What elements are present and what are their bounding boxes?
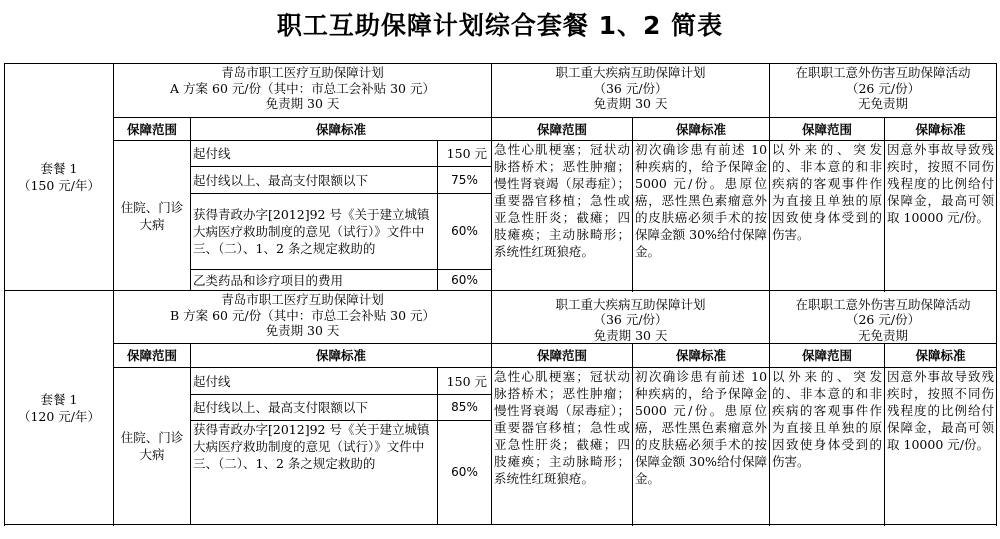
accident-standard: 因意外事故导致残疾时，按照不同伤残程度的比例给付保障金，最高可领取 10000 元/份。 [885, 368, 997, 525]
col-header-scope: 保障范围 [492, 344, 633, 368]
col-header-standard: 保障标准 [633, 344, 770, 368]
critical-illness-scope: 急性心肌梗塞；冠状动脉搭桥术；恶性肿瘤；慢性肾衰竭（尿毒症）；重要器官移植；急性或亚急性肝炎；截瘫；四肢瘫痪；主动脉畸形；系统性红斑狼疮。 [492, 368, 633, 525]
medical-scope: 住院、门诊大病 [114, 141, 191, 291]
package-2-accident-header [770, 291, 997, 344]
summary-table [4, 63, 997, 525]
col-header-standard: 保障标准 [885, 344, 997, 368]
page-title: 职工互助保障计划综合套餐 1、2 简表 [276, 11, 724, 40]
plan-waiting-period: 免责期 30 天 [593, 96, 668, 111]
plan-title: 青岛市职工医疗互助保障计划 [221, 65, 384, 80]
standard-item-value: 60% [438, 421, 492, 525]
accident-standard: 因意外事故导致残疾时，按照不同伤残程度的比例给付保障金，最高可领取 10000 元/份。 [885, 141, 997, 291]
plan-price: （26 元/份） [845, 80, 921, 96]
plan-title: 青岛市职工医疗互助保障计划 [221, 292, 384, 307]
standard-item-label: 起付线以上、最高支付限额以下 [191, 395, 438, 421]
package-1-name: 套餐 1 [40, 161, 78, 176]
standard-item-label: 获得青政办字[2012]92 号《关于建立城镇大病医疗救助制度的意见（试行）》文件中三、（二）、1、2 条之规定救助的 [191, 194, 438, 270]
col-header-standard: 保障标准 [885, 118, 997, 141]
package-2-medical-plan-header [114, 291, 492, 344]
critical-illness-scope: 急性心肌梗塞；冠状动脉搭桥术；恶性肿瘤；慢性肾衰竭（尿毒症）；重要器官移植；急性或亚急性肝炎；截瘫；四肢瘫痪；主动脉畸形；系统性红斑狼疮。 [492, 141, 633, 291]
col-header-scope: 保障范围 [770, 118, 885, 141]
standard-item-label: 起付线 [191, 368, 438, 395]
plan-waiting-period: 免责期 30 天 [593, 327, 668, 343]
plan-waiting-period: 免责期 30 天 [265, 96, 340, 111]
package-1-accident-header [770, 64, 997, 118]
standard-item-value: 60% [438, 270, 492, 291]
critical-illness-standard: 初次确诊患有前述 10 种疾病的，给予保障金 5000 元/份。患原位癌，恶性黑色素瘤意外的皮肤癌必须手术的按保障金额 30%给付保障金。 [633, 368, 770, 525]
plan-price: （36 元/份） [593, 312, 668, 327]
plan-title: 职工重大疾病互助保障计划 [555, 296, 706, 312]
col-header-scope: 保障范围 [492, 118, 633, 141]
package-2-price: （120 元/年） [17, 408, 101, 424]
standard-item-value: 75% [438, 167, 492, 194]
accident-scope: 以外来的、突发的、非本意的和非疾病的客观事件作为直接且单独的原因致使身体受到的伤害。 [770, 368, 885, 525]
plan-waiting-period: 无免责期 [858, 96, 909, 111]
plan-price: B 方案 60 元/份（其中：市总工会补贴 30 元） [169, 307, 436, 323]
plan-waiting-period: 免责期 30 天 [265, 323, 340, 338]
standard-item-value: 85% [438, 395, 492, 421]
plan-price: A 方案 60 元/份（其中：市总工会补贴 30 元） [170, 80, 435, 96]
plan-title: 职工重大疾病互助保障计划 [555, 65, 706, 80]
col-header-standard: 保障标准 [191, 344, 492, 368]
package-1-price: （150 元/年） [17, 178, 101, 193]
standard-item-value: 150 元 [438, 141, 492, 167]
accident-scope: 以外来的、突发的、非本意的和非疾病的客观事件作为直接且单独的原因致使身体受到的伤害。 [770, 141, 885, 291]
col-header-scope: 保障范围 [114, 118, 191, 141]
standard-item-value: 150 元 [438, 368, 492, 395]
col-header-scope: 保障范围 [114, 344, 191, 368]
standard-item-value: 60% [438, 194, 492, 270]
plan-price: （26 元/份） [845, 312, 921, 327]
medical-scope: 住院、门诊大病 [114, 368, 191, 525]
col-header-standard: 保障标准 [191, 118, 492, 141]
col-header-standard: 保障标准 [633, 118, 770, 141]
standard-item-label: 获得青政办字[2012]92 号《关于建立城镇大病医疗救助制度的意见（试行）》文件中三、（二）、1、2 条之规定救助的 [191, 421, 438, 525]
package-1-medical-plan-header [114, 64, 492, 118]
standard-item-label: 起付线以上、最高支付限额以下 [191, 167, 438, 194]
plan-title: 在职职工意外伤害互助保障活动 [795, 296, 971, 312]
plan-price: （36 元/份） [593, 80, 668, 96]
package-1-critical-illness-header [492, 64, 770, 118]
plan-title: 在职职工意外伤害互助保障活动 [795, 65, 971, 80]
standard-item-label: 起付线 [191, 141, 438, 167]
package-2-critical-illness-header [492, 291, 770, 344]
package-2-label [5, 291, 114, 525]
critical-illness-standard: 初次确诊患有前述 10 种疾病的，给予保障金 5000 元/份。患原位癌，恶性黑色素瘤意外的皮肤癌必须手术的按保障金额 30%给付保障金。 [633, 141, 770, 291]
package-2-name: 套餐 1 [40, 391, 78, 407]
standard-item-label: 乙类药品和诊疗项目的费用 [191, 270, 438, 291]
package-1-label [5, 64, 114, 291]
plan-waiting-period: 无免责期 [858, 327, 909, 343]
col-header-scope: 保障范围 [770, 344, 885, 368]
